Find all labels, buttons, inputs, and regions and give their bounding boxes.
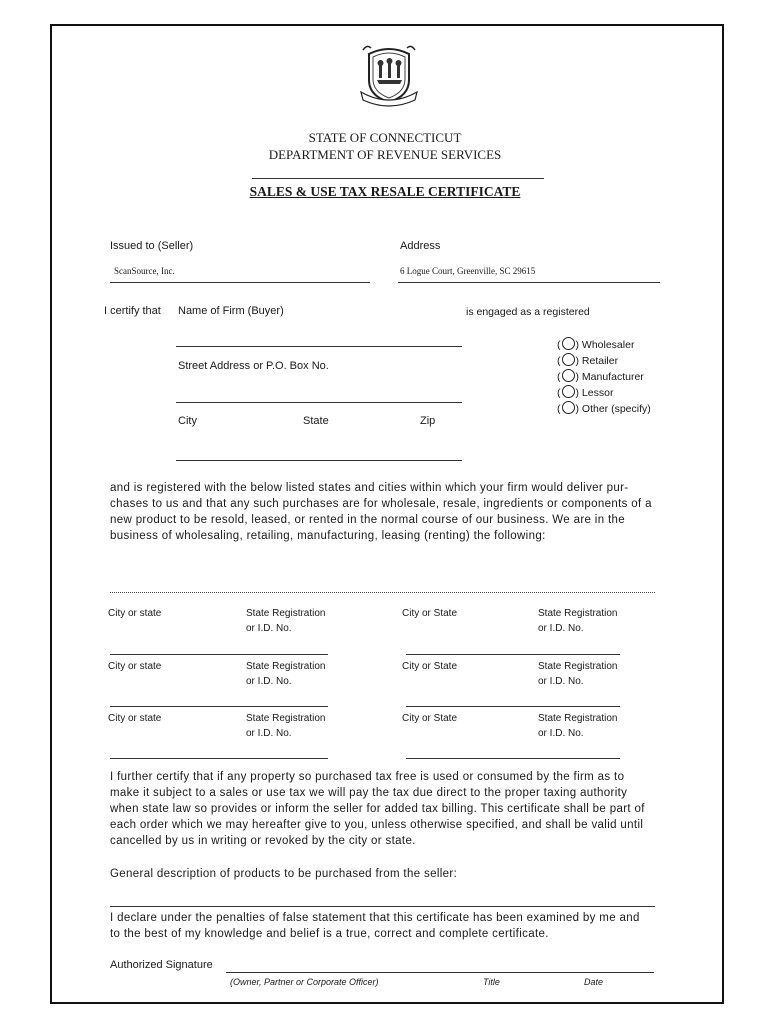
registration-line[interactable]: [406, 758, 620, 759]
registration-line[interactable]: [110, 654, 328, 655]
id-no-label: or I.D. No.: [538, 623, 584, 634]
registration-line[interactable]: [110, 758, 328, 759]
address-label: Address: [400, 240, 441, 252]
engaged-label: is engaged as a registered: [466, 306, 590, 318]
radio-circle-icon[interactable]: [562, 401, 575, 414]
firm-name-label: Name of Firm (Buyer): [178, 305, 284, 317]
paragraph-line: and is registered with the below listed states and cities within which your firm would deliver pur-: [110, 482, 629, 494]
radio-circle-icon[interactable]: [562, 337, 575, 350]
option-label: Retailer: [581, 355, 619, 367]
registration-paragraph: [110, 480, 700, 544]
issued-to-line: [110, 282, 370, 283]
state-registration-label: State Registration: [246, 608, 326, 619]
state-registration-label: State Registration: [246, 713, 326, 724]
city-or-state-label: City or state: [108, 713, 162, 724]
paragraph-line: new product to be resold, leased, or rented in the normal course of our business. We are in the: [110, 514, 626, 526]
city-or-state-label: City or State: [402, 713, 458, 724]
registration-line[interactable]: [110, 706, 328, 707]
paragraph-line: to the best of my knowledge and belief is a true, correct and complete certificate.: [110, 928, 549, 940]
id-no-label: or I.D. No.: [246, 623, 292, 634]
issued-to-label: Issued to (Seller): [110, 240, 194, 252]
radio-circle-icon[interactable]: [562, 385, 575, 398]
authorized-signature-label: Authorized Signature: [110, 959, 213, 971]
id-no-label: or I.D. No.: [538, 728, 584, 739]
title-rule: [252, 178, 544, 179]
date-caption: Date: [584, 977, 604, 987]
state-registration-label: State Registration: [538, 713, 618, 724]
street-line[interactable]: [176, 402, 462, 403]
state-label: State: [303, 415, 329, 427]
paragraph-line: I further certify that if any property so purchased tax free is used or consumed by the firm as to: [110, 771, 625, 783]
certification-paragraph: [110, 769, 700, 849]
option-other[interactable]: ( ) Other (specify): [557, 403, 651, 415]
general-description-label: General description of products to be purchased from the seller:: [110, 868, 458, 880]
id-no-label: or I.D. No.: [246, 676, 292, 687]
city-or-state-label: City or State: [402, 608, 458, 619]
paragraph-line: I declare under the penalties of false statement that this certificate has been examined by me and: [110, 912, 640, 924]
address-value[interactable]: 6 Logue Court, Greenville, SC 29615: [400, 266, 536, 276]
department-heading: DEPARTMENT OF REVENUE SERVICES: [268, 147, 502, 162]
zip-label: Zip: [420, 415, 436, 427]
option-lessor[interactable]: ( ) Lessor: [557, 387, 614, 399]
street-label: Street Address or P.O. Box No.: [178, 360, 329, 372]
connecticut-seal-icon: [355, 42, 423, 110]
registration-line[interactable]: [406, 654, 620, 655]
paragraph-line: when state law so provides or inform the seller for added tax billing. This certificate shall be part of: [110, 803, 645, 815]
paragraph-line: business of wholesaling, retailing, manufacturing, leasing (renting) the following:: [110, 530, 546, 542]
option-manufacturer[interactable]: ( ) Manufacturer: [557, 371, 644, 383]
id-no-label: or I.D. No.: [538, 676, 584, 687]
radio-circle-icon[interactable]: [562, 369, 575, 382]
city-label: City: [178, 415, 197, 427]
city-or-state-label: City or state: [108, 661, 162, 672]
city-or-state-label: City or state: [108, 608, 162, 619]
id-no-label: or I.D. No.: [246, 728, 292, 739]
state-registration-label: State Registration: [538, 661, 618, 672]
address-line: [398, 282, 660, 283]
option-label: Wholesaler: [581, 339, 635, 351]
state-registration-label: State Registration: [246, 661, 326, 672]
city-state-zip-line[interactable]: [176, 460, 462, 461]
option-label: Manufacturer: [581, 371, 644, 383]
form-title: SALES & USE TAX RESALE CERTIFICATE: [249, 184, 521, 199]
paragraph-line: chases to us and that any such purchases are for wholesale, resale, ingredients or components of a: [110, 498, 652, 510]
paragraph-line: cancelled by us in writing or revoked by the city or state.: [110, 835, 416, 847]
option-retailer[interactable]: ( ) Retailer: [557, 355, 619, 367]
issued-to-value[interactable]: ScanSource, Inc.: [114, 266, 175, 276]
state-registration-label: State Registration: [538, 608, 618, 619]
option-wholesaler[interactable]: ( ) Wholesaler: [557, 339, 635, 351]
general-description-line[interactable]: [110, 906, 655, 907]
paragraph-line: make it subject to a sales or use tax we will pay the tax due direct to the proper taxing authority: [110, 787, 628, 799]
firm-name-line[interactable]: [176, 346, 462, 347]
officer-caption: (Owner, Partner or Corporate Officer): [230, 977, 379, 987]
signature-line[interactable]: [226, 972, 654, 973]
products-dotted-line[interactable]: [110, 592, 655, 593]
city-or-state-label: City or State: [402, 661, 458, 672]
option-label: Other (specify): [581, 403, 651, 415]
registration-line[interactable]: [406, 706, 620, 707]
certify-label: I certify that: [104, 305, 161, 317]
option-label: Lessor: [581, 387, 614, 399]
title-caption: Title: [483, 977, 500, 987]
state-heading: STATE OF CONNECTICUT: [308, 130, 462, 145]
declaration-paragraph: [110, 910, 700, 942]
radio-circle-icon[interactable]: [562, 353, 575, 366]
paragraph-line: each order which we may hereafter give to you, unless otherwise specified, and shall be valid until: [110, 819, 644, 831]
